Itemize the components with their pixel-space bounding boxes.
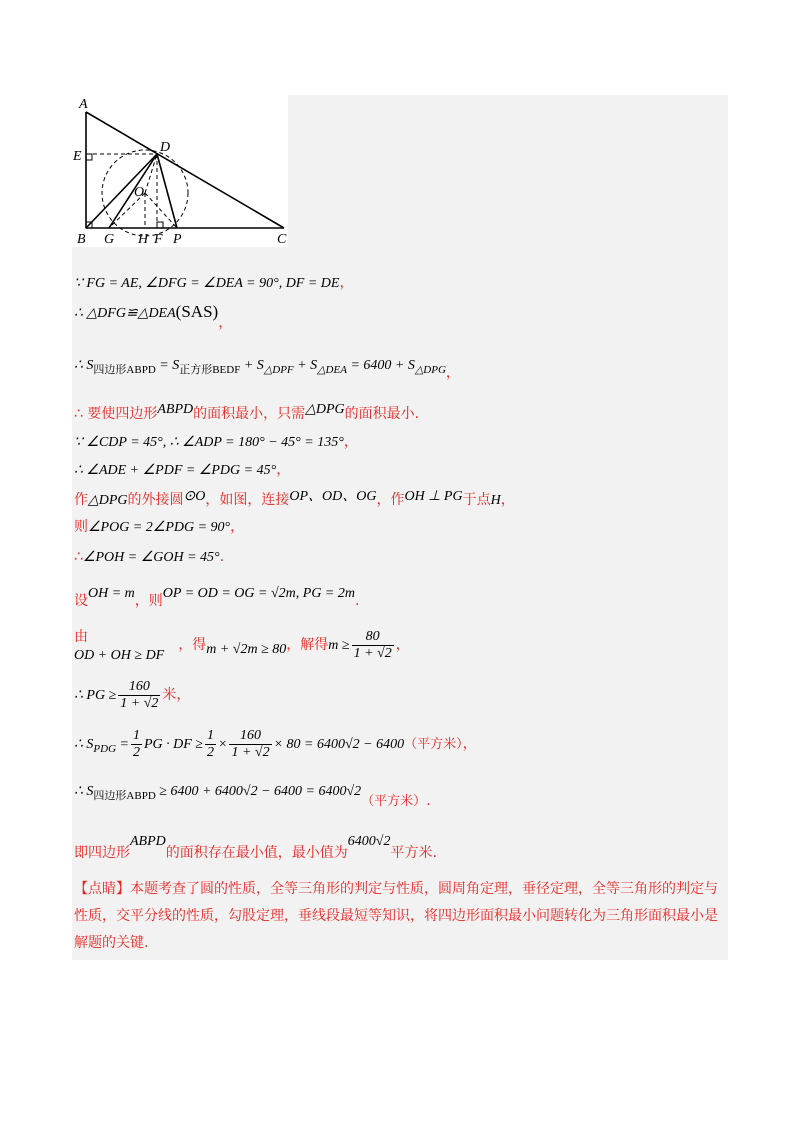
- punct: .: [426, 793, 431, 809]
- math-subscript: 四边形ABPD: [93, 363, 156, 376]
- fraction-denominator: 2: [132, 744, 140, 760]
- fraction-numerator: 1: [132, 727, 140, 743]
- punct: ，: [445, 365, 460, 381]
- text: ，作: [376, 492, 405, 508]
- math-expr: ∴ △DFG≌△DEA: [74, 306, 176, 321]
- math-expr: =: [116, 737, 129, 752]
- math-expr: m + √2m ≥ 80: [206, 642, 287, 657]
- math-expr: = 6400 + S: [346, 358, 415, 373]
- math-subscript: △DPG: [414, 363, 446, 376]
- proof-line-5: [74, 433, 358, 452]
- proof-line-10: [74, 584, 360, 609]
- label-O: O: [134, 185, 145, 200]
- fraction-numerator: 160: [118, 679, 160, 696]
- math-expr: ∠POG = 2∠PDG = 90°: [88, 520, 231, 535]
- proof-line-14: [74, 782, 431, 809]
- fraction-denominator: 1 + √2: [231, 744, 270, 760]
- math-expr: ∴ PG ≥: [74, 688, 117, 703]
- proof-line-9: [74, 548, 224, 567]
- text: 的面积最小.: [344, 406, 420, 422]
- math-subscript: △DEA: [317, 363, 347, 376]
- label-H: H: [138, 232, 149, 247]
- math-expr: × 80 = 6400√2 − 6400: [273, 737, 405, 752]
- fraction: [118, 679, 160, 712]
- proof-line-1: [74, 274, 353, 293]
- math-expr: + S: [293, 358, 318, 373]
- punct: ，: [500, 492, 515, 508]
- math-expr: OH ⊥ PG: [404, 489, 463, 504]
- math-expr: ≥ 6400 + 6400√2 − 6400 = 6400√2: [155, 784, 362, 799]
- label-D: D: [160, 140, 171, 155]
- fraction: [205, 728, 216, 761]
- label-E: E: [73, 149, 82, 164]
- math-subscript: PDG: [93, 742, 117, 755]
- punct: .: [355, 593, 360, 609]
- math-expr: ABPD: [157, 402, 194, 417]
- label-G: G: [104, 232, 115, 247]
- text: ，则: [134, 593, 163, 609]
- geometry-figure: [72, 95, 288, 247]
- figure-svg: [72, 95, 288, 247]
- math-expr: + S: [240, 358, 264, 373]
- comment-paragraph: [74, 876, 726, 957]
- text: ，解得: [286, 637, 329, 653]
- math-expr: ∴ S: [74, 784, 94, 799]
- punct: ，: [462, 736, 477, 752]
- math-subscript: △DPF: [263, 363, 294, 376]
- math-expr: ⊙O: [183, 489, 206, 504]
- label-P: P: [173, 232, 182, 247]
- math-expr: ×: [218, 737, 228, 752]
- fraction-numerator: 160: [229, 728, 271, 745]
- fraction-denominator: 2: [207, 744, 214, 760]
- punct: ，: [230, 519, 245, 535]
- math-expr: 6400√2: [347, 834, 391, 849]
- proof-line-2: [74, 302, 233, 331]
- fraction: [352, 629, 394, 662]
- proof-line-7: [74, 491, 515, 510]
- math-expr: △DPG: [305, 402, 345, 417]
- fraction-denominator: 1 + √2: [353, 645, 392, 661]
- text: 的面积存在最小值，最小值为: [165, 845, 348, 861]
- punct: ，: [218, 315, 233, 331]
- fraction: [229, 728, 271, 761]
- punct: ，: [395, 637, 410, 653]
- fraction-denominator: 1 + √2: [120, 695, 159, 711]
- comment-text: 本题考查了圆的性质，全等三角形的判定与性质，圆周角定理，垂径定理，全等三角形的判定与性质，交平分线的性质，勾股定理，垂线段最短等知识，将四边形面积最小问题转化为三角形面积最小是解题的关键.: [74, 881, 718, 951]
- math-subscript: 四边形ABPD: [93, 789, 156, 802]
- proof-line-4: [74, 402, 420, 424]
- text: 设: [74, 593, 88, 609]
- punct: .: [219, 549, 225, 565]
- math-expr: PG · DF ≥: [143, 737, 203, 752]
- segment-BD: [86, 154, 157, 228]
- math-expr: OD + OH ≥ DF: [74, 648, 165, 663]
- text: 则: [74, 519, 88, 535]
- proof-line-13: [74, 727, 477, 766]
- math-subscript: 正方形BEDF: [179, 363, 241, 376]
- math-expr: H: [490, 493, 501, 508]
- math-expr: m ≥: [328, 638, 350, 653]
- math-expr: = S: [155, 358, 180, 373]
- proof-line-15: [74, 834, 437, 861]
- segment-DP: [157, 154, 177, 228]
- proof-line-12: [74, 678, 190, 713]
- label-C: C: [277, 232, 287, 247]
- fraction-numerator: 80: [352, 629, 394, 646]
- fraction-numerator: 1: [207, 727, 214, 743]
- fraction: [131, 728, 142, 761]
- text: ∴: [74, 549, 83, 565]
- unit: （平方米）: [361, 794, 427, 809]
- math-expr: ∵ FG = AE, ∠DFG = ∠DEA = 90°, DF = DE: [74, 276, 340, 291]
- text: ∴ 要使四边形: [74, 406, 158, 422]
- proof-line-3: [74, 356, 460, 379]
- text: 于点: [462, 492, 491, 508]
- comment-tag: 【点睛】: [74, 881, 130, 897]
- text: 的外接圆: [127, 492, 184, 508]
- label-A: A: [79, 97, 88, 112]
- math-expr: ∴ ∠ADE + ∠PDF = ∠PDG = 45°: [74, 463, 277, 478]
- punct: ，: [343, 434, 358, 450]
- punct: ，: [339, 275, 354, 291]
- math-expr: ∴ S: [74, 737, 94, 752]
- text: 米，: [162, 687, 191, 703]
- text: 由: [74, 629, 88, 645]
- right-angle-E: [86, 154, 92, 160]
- math-expr: ∠POH = ∠GOH = 45°: [82, 550, 220, 565]
- proof-line-11: [74, 628, 410, 663]
- unit: （平方米）: [404, 737, 463, 752]
- math-expr: △DPG: [88, 493, 128, 508]
- right-angle-F: [157, 222, 163, 228]
- math-expr: OP = OD = OG = √2m, PG = 2m: [162, 586, 355, 601]
- math-expr: OP、OD、OG: [289, 489, 377, 504]
- text: ，得: [178, 637, 207, 653]
- punct: ，: [276, 462, 291, 478]
- math-expr: ABPD: [130, 834, 166, 849]
- label-F: F: [154, 232, 163, 247]
- math-paren: (SAS): [175, 302, 219, 321]
- text: 即四边形: [74, 845, 130, 861]
- label-B: B: [77, 232, 86, 247]
- math-expr: ∴ S: [74, 358, 94, 373]
- text: ，如图，连接: [205, 492, 290, 508]
- text: 的面积最小，只需: [193, 406, 306, 422]
- segment-DG: [109, 154, 157, 228]
- math-expr: OH = m: [88, 586, 135, 601]
- proof-line-6: [74, 461, 290, 480]
- text: 作: [74, 492, 88, 508]
- text: 平方米.: [390, 845, 437, 861]
- math-expr: ∵ ∠CDP = 45°, ∴ ∠ADP = 180° − 45° = 135°: [74, 435, 344, 450]
- proof-line-8: [74, 518, 244, 537]
- segment-AC: [86, 112, 284, 228]
